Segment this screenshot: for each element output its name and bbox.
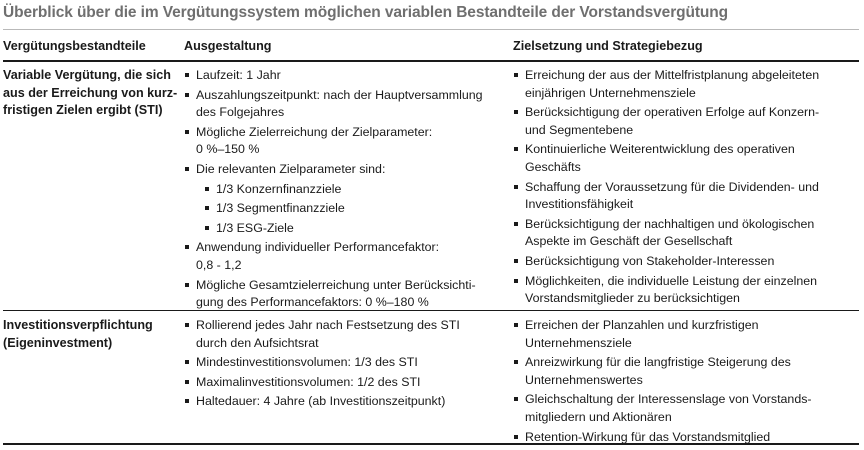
list-item xyxy=(184,87,504,122)
header-verguetungsbestandteile: Vergütungsbestandteile xyxy=(3,39,146,53)
list-item xyxy=(513,216,859,251)
list-item-line: Unternehmensziele xyxy=(525,335,632,350)
list-item xyxy=(513,67,859,102)
list-item-line: Retention-Wirkung für das Vorstandsmitglied xyxy=(525,429,771,444)
list-item-line: Geschäfts xyxy=(525,159,581,174)
row-label-line: aus der Erreichung von kurz- xyxy=(3,85,178,100)
list-item xyxy=(184,161,504,179)
list-item-line: und Segmentebene xyxy=(525,122,634,137)
row-label-investment xyxy=(3,317,175,352)
list-item-line: Auszahlungszeitpunkt: nach der Hauptversammlung xyxy=(196,87,483,102)
list-item xyxy=(184,277,504,312)
list-item-line: 0 %–150 % xyxy=(196,142,260,157)
row-label-line: Variable Vergütung, die sich xyxy=(3,68,171,82)
list-item-line: Anwendung individueller Performancefaktor: xyxy=(196,240,440,255)
list-item-line: Möglichkeiten, die individuelle Leistung der einzelnen xyxy=(525,273,818,288)
list-item-line: Vorstandsmitglieder zu berücksichtigen xyxy=(525,291,740,306)
list-item-line: Laufzeit: 1 Jahr xyxy=(196,68,281,82)
list-item xyxy=(513,354,859,389)
list-item xyxy=(184,239,504,274)
list-item-line: des Folgejahres xyxy=(196,105,285,120)
list-item-line: Aspekte im Geschäft der Gesellschaft xyxy=(525,234,733,249)
list-item-line: Erreichung der aus der Mittelfristplanung abgeleiteten xyxy=(525,68,820,82)
sti-ausgestaltung-list xyxy=(184,67,504,314)
list-item xyxy=(513,104,859,139)
title-divider xyxy=(3,29,859,30)
list-item-line: Mögliche Gesamtzielerreichung unter Berücksichti- xyxy=(196,277,476,292)
list-item-line: 1/3 Segmentfinanzziele xyxy=(216,201,345,216)
list-item xyxy=(513,317,859,352)
list-item xyxy=(513,141,859,176)
list-item xyxy=(184,181,504,199)
row-divider xyxy=(3,310,859,311)
list-item xyxy=(184,220,504,238)
list-item xyxy=(513,273,859,308)
table-bottom-rule xyxy=(3,443,859,445)
list-item-line: Mögliche Zielerreichung der Zielparameter: xyxy=(196,124,433,139)
list-item-line: Haltedauer: 4 Jahre (ab Investitionszeitpunkt) xyxy=(196,394,446,409)
list-item-line: Gleichschaltung der Interessenslage von Vorstands- xyxy=(525,392,812,407)
list-item-line: Maximalinvestitionsvolumen: 1/2 des STI xyxy=(196,374,421,389)
header-ausgestaltung: Ausgestaltung xyxy=(184,39,272,53)
list-item-line: 1/3 Konzernfinanzziele xyxy=(216,181,342,196)
list-item xyxy=(184,393,504,411)
list-item-line: gung des Performancefaktors: 0 %–180 % xyxy=(196,295,429,310)
investment-zielsetzung-list xyxy=(513,317,859,448)
list-item-line: Die relevanten Zielparameter sind: xyxy=(196,161,386,176)
list-item-line: Berücksichtigung der nachhaltigen und ökologischen xyxy=(525,216,815,231)
header-divider xyxy=(3,60,859,62)
list-item-line: 0,8 - 1,2 xyxy=(196,257,242,272)
list-item-line: Berücksichtigung der operativen Erfolge auf Konzern- xyxy=(525,105,820,120)
row-label-line: fristigen Zielen ergibt (STI) xyxy=(3,103,163,118)
list-item xyxy=(513,179,859,214)
sti-zielsetzung-list xyxy=(513,67,859,310)
row-label-line: Investitionsverpflichtung xyxy=(3,318,153,332)
list-item xyxy=(184,317,504,352)
list-item xyxy=(184,200,504,218)
list-item-line: Erreichen der Planzahlen und kurzfristigen xyxy=(525,318,759,332)
list-item-line: durch den Aufsichtsrat xyxy=(196,335,319,350)
list-item xyxy=(184,354,504,372)
list-item-line: Berücksichtigung von Stakeholder-Interessen xyxy=(525,253,775,268)
list-item xyxy=(513,253,859,271)
list-item-line: 1/3 ESG-Ziele xyxy=(216,220,294,235)
list-item-line: Schaffung der Voraussetzung für die Dividenden- und xyxy=(525,179,819,194)
list-item xyxy=(184,124,504,159)
investment-ausgestaltung-list xyxy=(184,317,504,413)
list-item-line: Anreizwirkung für die langfristige Steigerung des xyxy=(525,355,791,370)
list-item-line: einjährigen Unternehmensziele xyxy=(525,85,696,100)
list-item xyxy=(513,391,859,426)
list-item-line: mitgliedern und Aktionären xyxy=(525,409,672,424)
list-item-line: Kontinuierliche Weiterentwicklung des operativen xyxy=(525,142,795,157)
list-item-line: Investitionsfähigkeit xyxy=(525,197,634,212)
list-item-line: Rollierend jedes Jahr nach Festsetzung des STI xyxy=(196,318,460,332)
list-item-line: Mindestinvestitionsvolumen: 1/3 des STI xyxy=(196,355,418,370)
row-label-line: (Eigeninvestment) xyxy=(3,335,113,350)
list-item-line: Unternehmenswertes xyxy=(525,372,643,387)
row-label-sti xyxy=(3,67,178,120)
table-title: Überblick über die im Vergütungssystem möglichen variablen Bestandteile der Vorstandsvergütung xyxy=(3,4,729,21)
list-item xyxy=(184,374,504,392)
header-zielsetzung: Zielsetzung und Strategiebezug xyxy=(513,39,703,53)
list-item xyxy=(184,67,504,85)
